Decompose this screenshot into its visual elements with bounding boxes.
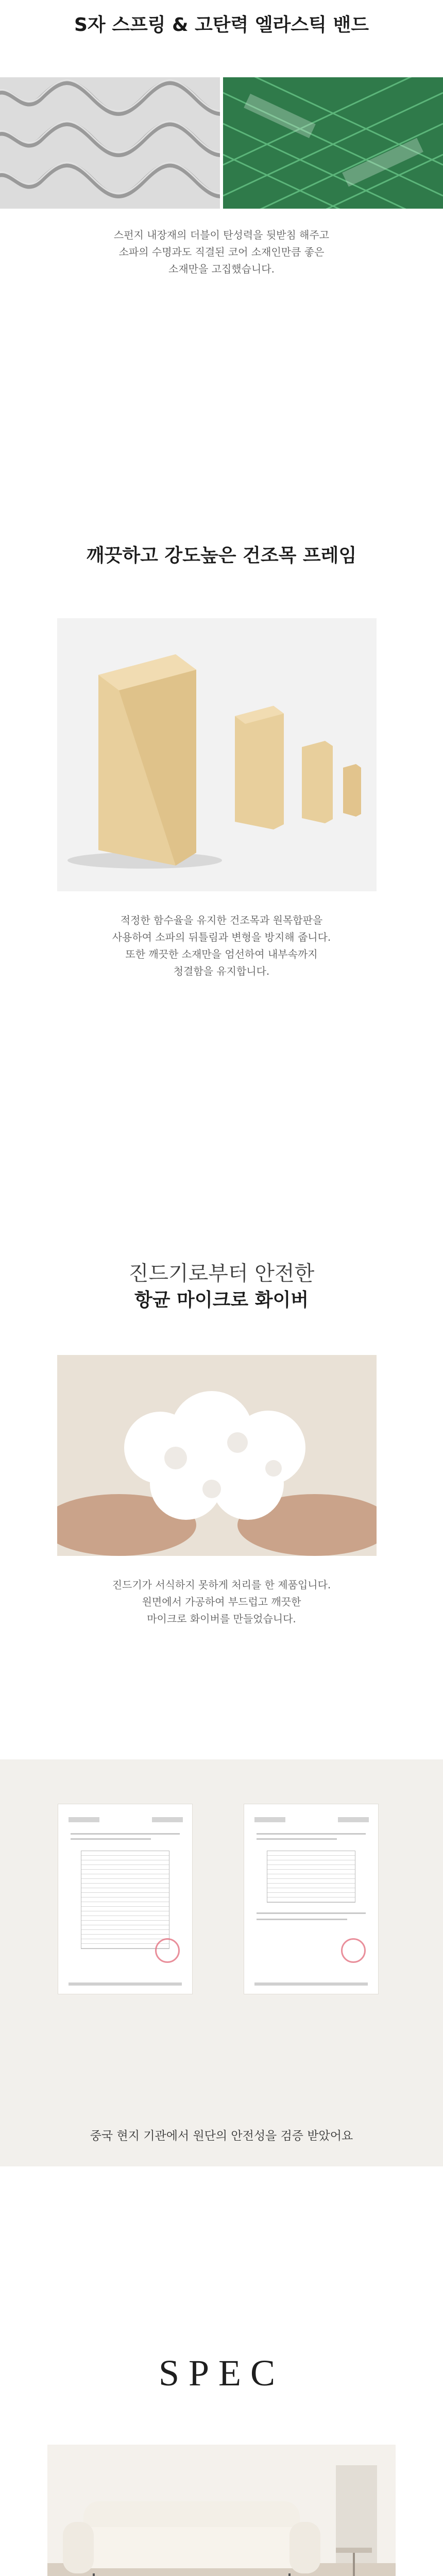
certificate-table [81, 1851, 169, 1949]
certificate-text-line [71, 1833, 180, 1835]
certificate-caption: 중국 현지 기관에서 원단의 안전성을 검증 받았어요 [90, 2129, 353, 2143]
spring-description [0, 227, 443, 278]
spring-desc-line: 소재만을 고집했습니다. [168, 263, 275, 275]
spring-desc-line: 스펀지 내장재의 더블이 탄성력을 뒷받침 해주고 [113, 229, 330, 241]
certificate-header [254, 1816, 368, 1824]
sofa-room-photo [47, 2445, 396, 2576]
certificate-text-line [257, 1919, 347, 1920]
certificate-header [69, 1816, 182, 1824]
certificate-text-line [257, 1912, 366, 1914]
certificate-table [267, 1851, 355, 1903]
certificate-text-line [257, 1838, 337, 1840]
cotton-in-hands-photo [57, 1355, 377, 1556]
frame-desc-line: 사용하여 소파의 뒤틀림과 변형을 방지해 줍니다. [112, 931, 331, 943]
cotton-section-title: 항균 마이크로 화이버 [134, 1290, 309, 1311]
s-spring-photo [0, 77, 220, 209]
spring-desc-line: 소파의 수명과도 직결된 코어 소재인만큼 좋은 [118, 246, 325, 258]
elastic-band-photo [223, 77, 443, 209]
spring-section-title: S자 스프링 & 고탄력 엘라스틱 밴드 [74, 14, 369, 36]
certificate-footer [254, 1982, 368, 1986]
seal-stamp-icon [341, 1938, 366, 1963]
certificate-text-line [257, 1833, 366, 1835]
test-certificate-left [58, 1804, 193, 1994]
frame-desc-line: 또한 깨끗한 소재만을 엄선하여 내부속까지 [125, 948, 318, 960]
wood-frame-photo [57, 618, 377, 891]
certificate-footer [69, 1982, 182, 1986]
spec-title: SPEC [158, 2352, 285, 2394]
cotton-description [0, 1577, 443, 1628]
frame-desc-line: 적정한 함수율을 유지한 건조목과 원목합판을 [120, 914, 323, 926]
cotton-desc-line: 마이크로 화이버를 만들었습니다. [147, 1613, 296, 1625]
cotton-desc-line: 원면에서 가공하여 부드럽고 깨끗한 [142, 1596, 301, 1608]
frame-section-title: 깨끗하고 강도높은 건조목 프레임 [86, 545, 357, 566]
certificate-text-line [71, 1838, 151, 1840]
seal-stamp-icon [155, 1938, 180, 1963]
cotton-desc-line: 진드기가 서식하지 못하게 처리를 한 제품입니다. [112, 1579, 331, 1591]
frame-desc-line: 청결함을 유지합니다. [173, 965, 270, 977]
cotton-subtitle: 진드기로부터 안전한 [128, 1262, 315, 1285]
test-certificate-right [244, 1804, 379, 1994]
spring-photos [0, 77, 443, 209]
certificate-section [0, 1759, 443, 2166]
frame-description [0, 912, 443, 980]
